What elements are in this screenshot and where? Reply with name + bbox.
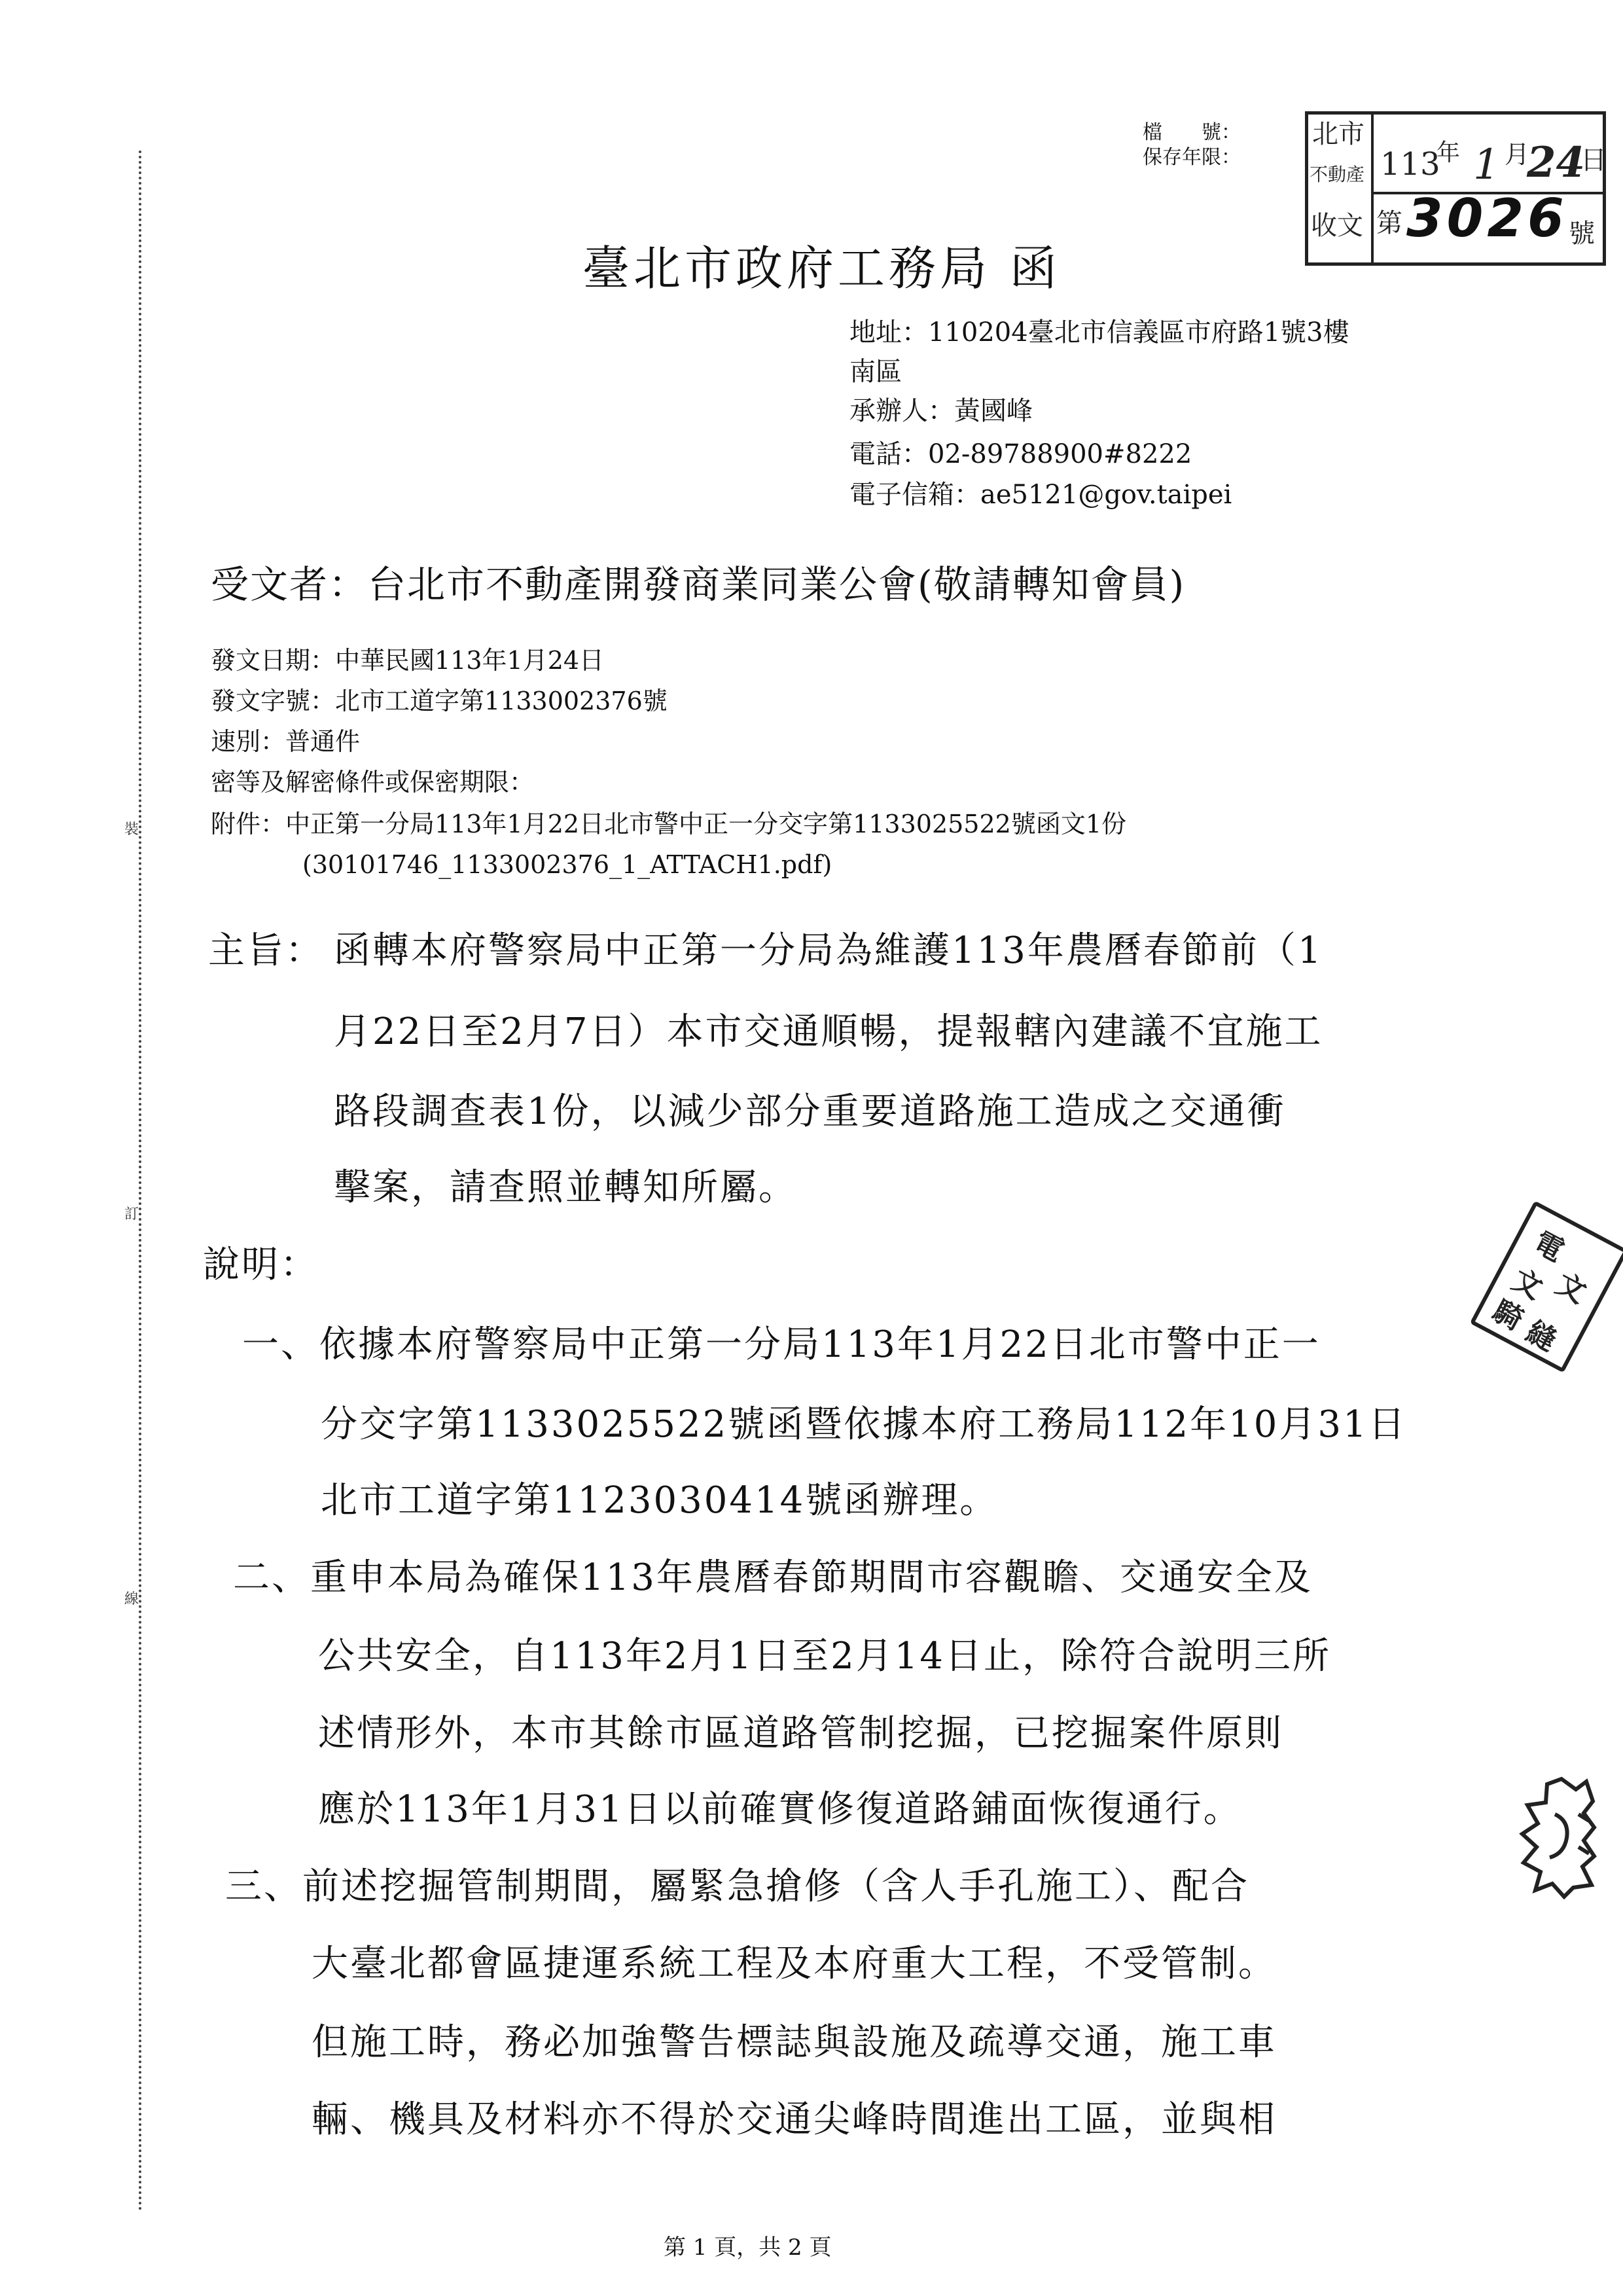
stamp-org-line2: 不動產 — [1310, 164, 1365, 185]
page-number: 第 1 頁，共 2 頁 — [664, 2234, 832, 2261]
document-title: 臺北市政府工務局 函 — [582, 241, 1061, 296]
electronic-document-seal — [1470, 1200, 1623, 1372]
explanation-item3-line2: 大臺北都會區捷運系統工程及本府重大工程，不受管制。 — [312, 1943, 1277, 1985]
issue-date: 發文日期：中華民國113年1月24日 — [211, 646, 605, 675]
stamp-org-line3: 收文 — [1311, 211, 1363, 241]
stamp-date-day: 24 — [1527, 138, 1586, 187]
stamp-no-value: 3026 — [1406, 188, 1568, 249]
stamp-date-month-unit: 月 — [1505, 140, 1530, 169]
stamp-org-line1: 北市 — [1312, 119, 1364, 149]
seal-char-2: 文 — [1550, 1266, 1592, 1310]
receiver-line: 受文者：台北市不動產開發商業同業公會(敬請轉知會員) — [211, 562, 1186, 607]
receipt-stamp — [1305, 111, 1606, 266]
explanation-item3-line3: 但施工時，務必加強警告標誌與設施及疏導交通，施工車 — [312, 2021, 1277, 2064]
stamp-date-year: 113 — [1380, 146, 1440, 183]
delivery-speed: 速別：普通件 — [211, 727, 361, 756]
contact-email: 電子信箱：ae5121@gov.taipei — [849, 480, 1232, 510]
document-number: 發文字號：北市工道字第1133002376號 — [211, 687, 668, 715]
stamp-no-prefix: 第 — [1376, 208, 1402, 238]
seal-char-5: 縫 — [1520, 1314, 1562, 1358]
explanation-item1-line3: 北市工道字第1123030414號函辦理。 — [321, 1479, 999, 1522]
explanation-item2-line3: 述情形外，本市其餘市區道路管制挖掘，已挖掘案件原則 — [318, 1712, 1283, 1755]
contact-address-line2: 南區 — [849, 357, 902, 387]
binding-mark-ding: 訂 — [124, 1206, 139, 1223]
perforation-seal — [1516, 1775, 1597, 1899]
file-no-label: 檔 號： — [1143, 121, 1241, 144]
subject-line2: 月22日至2月7日）本市交通順暢，提報轄內建議不宜施工 — [334, 1011, 1323, 1053]
retention-label: 保存年限： — [1143, 146, 1241, 169]
stamp-date-year-unit: 年 — [1436, 139, 1461, 166]
stamp-date-day-unit: 日 — [1580, 145, 1607, 175]
binding-mark-xian: 線 — [124, 1591, 139, 1607]
explanation-item3-line1: 三、前述挖掘管制期間，屬緊急搶修（含人手孔施工）、配合 — [225, 1865, 1249, 1908]
subject-line3: 路段調查表1份，以減少部分重要道路施工造成之交通衝 — [334, 1090, 1286, 1133]
subject-line1: 函轉本府警察局中正第一分局為維護113年農曆春節前（1 — [334, 929, 1323, 972]
explanation-item1-line1: 一、依據本府警察局中正第一分局113年1月22日北市警中正一 — [242, 1323, 1321, 1366]
subject-line4: 擊案，請查照並轉知所屬。 — [334, 1166, 797, 1209]
stamp-date-month: 1 — [1473, 141, 1500, 189]
explanation-item3-line4: 輛、機具及材料亦不得於交通尖峰時間進出工區，並與相 — [312, 2098, 1277, 2141]
explanation-item2-line1: 二、重申本局為確保113年農曆春節期間市容觀瞻、交通安全及 — [233, 1556, 1313, 1599]
explanation-label: 說明： — [203, 1244, 319, 1286]
attachment-line2: (30101746_1133002376_1_ATTACH1.pdf) — [302, 850, 832, 879]
binding-line — [139, 151, 141, 2212]
explanation-item2-line2: 公共安全，自113年2月1日至2月14日止，除符合說明三所 — [318, 1635, 1332, 1677]
seal-char-1: 電 — [1528, 1225, 1569, 1268]
binding-mark-zhuang: 裝 — [124, 821, 139, 838]
explanation-item1-line2: 分交字第1133025522號函暨依據本府工務局112年10月31日 — [321, 1403, 1407, 1446]
seal-char-3: 文 — [1507, 1263, 1548, 1306]
secrecy-level: 密等及解密條件或保密期限： — [211, 768, 535, 797]
contact-handler: 承辦人：黃國峰 — [849, 396, 1033, 426]
contact-address-line1: 地址：110204臺北市信義區市府路1號3樓 — [849, 317, 1349, 348]
contact-phone: 電話：02-89788900#8222 — [849, 439, 1192, 469]
attachment-line1: 附件：中正第一分局113年1月22日北市警中正一分交字第1133025522號函文1份 — [211, 810, 1127, 838]
stamp-org-column — [1308, 115, 1374, 262]
seal-char-4: 騎 — [1487, 1294, 1529, 1337]
subject-label: 主旨： — [208, 929, 324, 972]
explanation-item2-line4: 應於113年1月31日以前確實修復道路鋪面恢復通行。 — [318, 1788, 1242, 1831]
stamp-no-suffix: 號 — [1569, 219, 1595, 249]
